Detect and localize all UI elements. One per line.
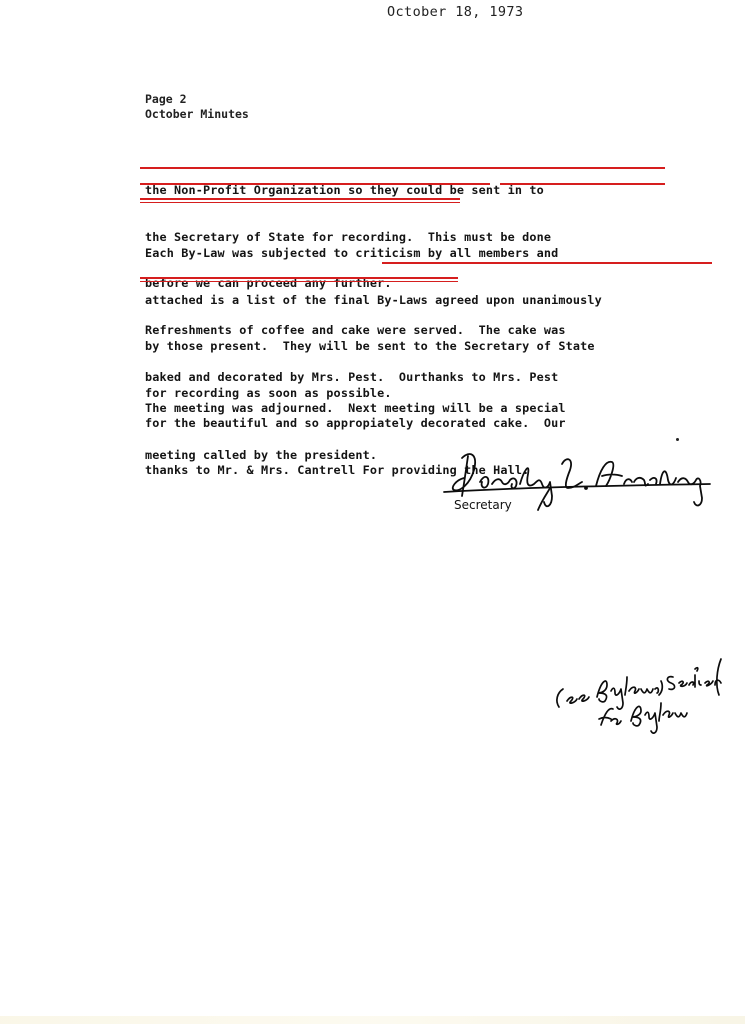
paragraph-line: thanks to Mr. & Mrs. Cantrell For providing the Hall. [145, 462, 530, 477]
red-underline [382, 262, 712, 264]
paragraph-line: baked and decorated by Mrs. Pest. Ourthanks to Mrs. Pest [145, 369, 559, 384]
signature-title: Secretary [454, 498, 512, 512]
red-underline [140, 167, 665, 169]
paragraph-line: Refreshments of coffee and cake were served. The cake was [145, 323, 566, 337]
page-header [145, 92, 249, 122]
paragraph-line: for recording as soon as possible. [145, 385, 392, 400]
red-underline [140, 183, 490, 185]
paragraph-line: the Non-Profit Organization so they could be sent in to [145, 183, 544, 197]
paragraph-line: meeting called by the president. [145, 447, 378, 462]
paragraph-line: The meeting was adjourned. Next meeting will be a special [145, 401, 566, 415]
paragraph-line: by those present. They will be sent to the Secretary of State [145, 339, 595, 353]
red-underline [500, 183, 665, 185]
paragraph-line: before we can proceed any further. [145, 276, 392, 290]
scan-edge-strip [0, 1016, 745, 1024]
red-underline [140, 198, 460, 200]
red-underline [140, 202, 460, 203]
paragraph-line: for the beautiful and so appropiately decorated cake. Our [145, 416, 566, 430]
paragraph-line: Each By-Law was subjected to criticism by all members and [145, 246, 559, 260]
paragraph-line: the Secretary of State for recording. This must be done [145, 229, 552, 244]
paragraph-line: attached is a list of the final By-Laws agreed upon unanimously [145, 292, 602, 307]
section-title: October Minutes [145, 107, 249, 121]
handwritten-margin-note [545, 655, 725, 745]
page-number: Page 2 [145, 92, 187, 106]
red-underline [140, 281, 458, 282]
document-date: October 18, 1973 [387, 4, 524, 20]
red-underline [140, 277, 458, 279]
